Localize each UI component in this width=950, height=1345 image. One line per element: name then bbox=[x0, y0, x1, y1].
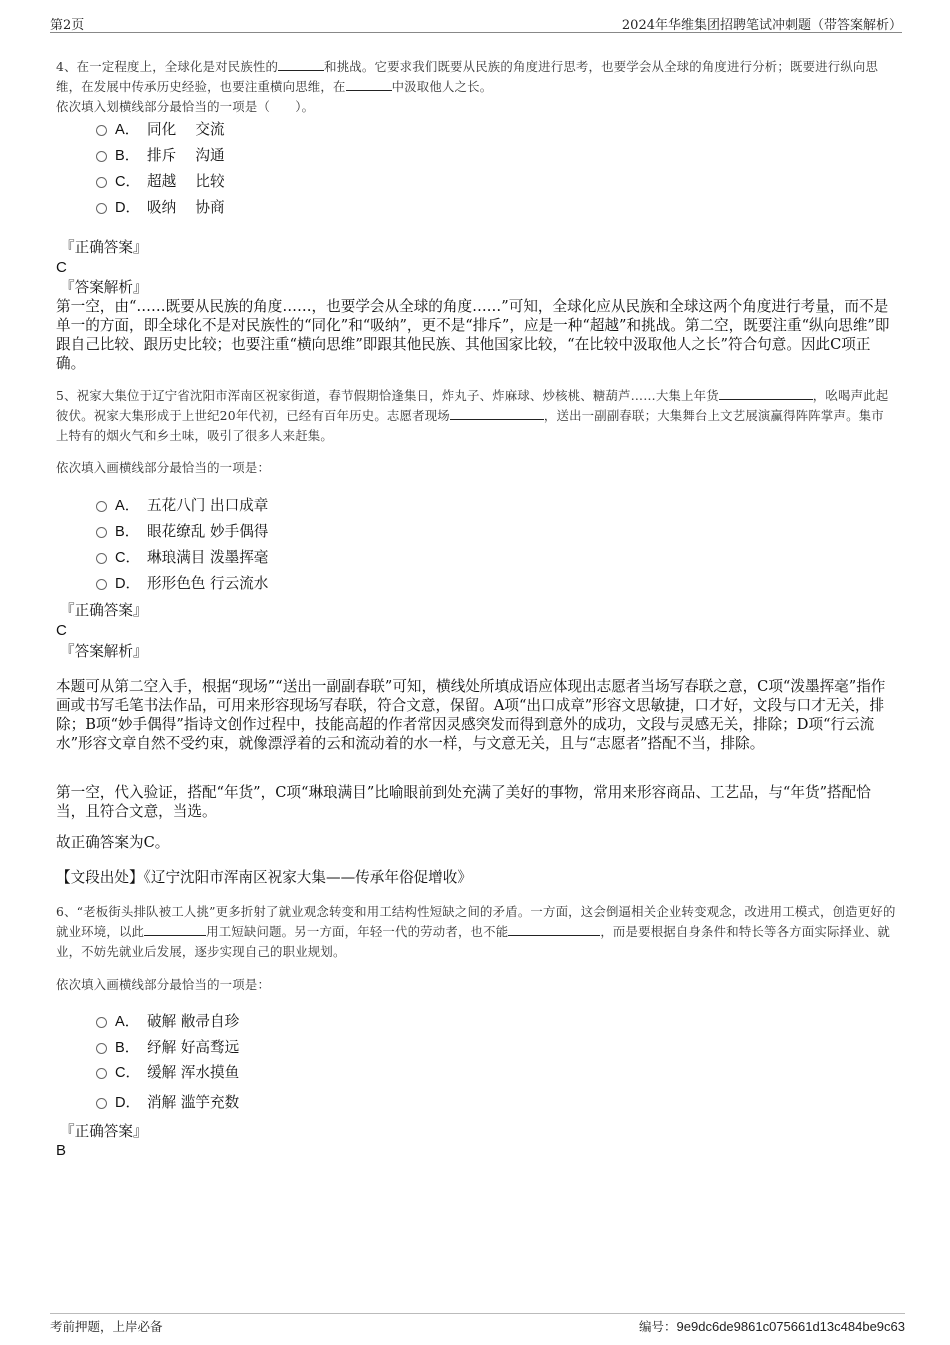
q4-option-c[interactable]: C． 超越 比较 bbox=[96, 172, 225, 192]
code-label: 编号： bbox=[639, 1319, 677, 1334]
radio-icon[interactable] bbox=[96, 1043, 107, 1054]
q5-prompt: 依次填入画横线部分最恰当的一项是： bbox=[56, 460, 271, 475]
q5-text-b: ，吆喝声此起彼伏。祝家大集形成于上世纪20年代初，已经有百年历史。志愿者现场 bbox=[56, 388, 889, 423]
q4-option-b[interactable]: B． 排斥 沟通 bbox=[96, 146, 225, 166]
q4-answer: C bbox=[56, 259, 67, 276]
question-4-stem bbox=[56, 57, 896, 117]
radio-icon[interactable] bbox=[96, 125, 107, 136]
q5-option-b[interactable]: B． 眼花缭乱 妙手偶得 bbox=[96, 522, 268, 542]
page-header bbox=[50, 14, 902, 33]
fill-blank bbox=[508, 925, 600, 936]
radio-icon[interactable] bbox=[96, 1098, 107, 1109]
q6-text-a: 6、“老板街头排队被工人挑”更多折射了就业观念转变和用工结构性短缺之间的矛盾。一方面，这会倒逼相关企业转变观念，改进用工模式，创造更好的就业环境，以此 bbox=[56, 904, 896, 939]
q4-text-b: 和挑战。它要求我们既要从民族的角度进行思考，也要学会从全球的角度进行分析；既要进行纵向思维，在发展中传承历史经验，也要注重横向思维，在 bbox=[56, 59, 879, 94]
document-code bbox=[639, 1317, 905, 1335]
radio-icon[interactable] bbox=[96, 151, 107, 162]
footer-slogan: 考前押题，上岸必备 bbox=[50, 1319, 163, 1334]
q5-text-c: ，送出一副副春联；大集舞台上文艺展演赢得阵阵掌声。集市上特有的烟火气和乡土味，吸引了很多人来赶集。 bbox=[56, 408, 884, 443]
q4-answer-label: 『正确答案』 bbox=[60, 239, 148, 256]
q5-option-d[interactable]: D． 形形色色 行云流水 bbox=[96, 574, 268, 594]
q5-source bbox=[56, 868, 896, 887]
q6-answer: B bbox=[56, 1142, 67, 1159]
radio-icon[interactable] bbox=[96, 501, 107, 512]
radio-icon[interactable] bbox=[96, 553, 107, 564]
q5-option-a[interactable]: A． 五花八门 出口成章 bbox=[96, 496, 268, 516]
q4-option-d[interactable]: D． 吸纳 协商 bbox=[96, 198, 225, 218]
q6-prompt: 依次填入画横线部分最恰当的一项是： bbox=[56, 977, 271, 992]
q5-analysis-paragraph-2: 第一空，代入验证，搭配“年货”，C项“琳琅满目”比喻眼前到处充满了美好的事物，常用来形容商品、工艺品，与“年货”搭配恰当，且符合文意，当选。 bbox=[56, 784, 871, 820]
question-6-stem bbox=[56, 902, 896, 962]
radio-icon[interactable] bbox=[96, 1017, 107, 1028]
fill-blank bbox=[450, 409, 544, 420]
q6-option-b[interactable]: B． 纾解 好高骛远 bbox=[96, 1038, 239, 1058]
q4-text-c: 中汲取他人之长。 bbox=[391, 79, 493, 94]
q5-analysis-paragraph-1: 本题可从第二空入手，根据“现场”“送出一副副春联”可知，横线处所填成语应体现出志愿者当场写春联之意，C项“泼墨挥毫”指作画或书写毛笔书法作品，可用来形容现场写春联，符合文意，保留。A项“出口成章”形容文思敏捷，口才好，文段与口才无关，排除；B项“妙手偶得”指诗文创作过程中，技能高超的作者常因灵感突发而得到意外的成功，文段与灵感无关，排除；D项“行云流水”形容文章自然不受约束，就像漂浮着的云和流动着的水一样，与文意无关，且与“志愿者”搭配不当，排除。 bbox=[56, 678, 886, 752]
q5-text-a: 5、祝家大集位于辽宁省沈阳市浑南区祝家街道，春节假期恰逢集日，炸丸子、炸麻球、炒核桃、糖葫芦……大集上年货 bbox=[56, 388, 719, 403]
q5-option-c[interactable]: C． 琳琅满目 泼墨挥毫 bbox=[96, 548, 268, 568]
q5-answer-label: 『正确答案』 bbox=[60, 602, 148, 619]
q5-source-title: 《辽宁沈阳市浑南区祝家大集——传承年俗促增收》 bbox=[143, 869, 472, 886]
radio-icon[interactable] bbox=[96, 527, 107, 538]
q6-answer-label: 『正确答案』 bbox=[60, 1123, 148, 1140]
fill-blank bbox=[346, 80, 392, 91]
radio-icon[interactable] bbox=[96, 203, 107, 214]
q4-prompt: 依次填入划横线部分最恰当的一项是（ ）。 bbox=[56, 99, 315, 114]
fill-blank bbox=[278, 60, 324, 71]
radio-icon[interactable] bbox=[96, 177, 107, 188]
q6-text-b: 用工短缺问题。另一方面，年轻一代的劳动者，也不能 bbox=[206, 924, 509, 939]
q6-text-c: ，而是要根据自身条件和特长等各方面实际择业、就业，不妨先就业后发展，逐步实现自己的职业规划。 bbox=[56, 924, 890, 959]
page-footer bbox=[50, 1313, 905, 1334]
q6-option-a[interactable]: A． 破解 敝帚自珍 bbox=[96, 1012, 239, 1032]
q4-analysis: 第一空，由“……既要从民族的角度……，也要学会从全球的角度……”可知，全球化应从民族和全球这两个角度进行考量，而不是单一的方面，即全球化不是对民族性的“同化”和“吸纳”，更不是“排斥”，应是一种“超越”和挑战。第二空，既要注重“纵向思维”即跟自己比较、跟历史比较；也要注重“横向思维”即跟其他民族、其他国家比较，“在比较中汲取他人之长”符合句意。因此C项正确。 bbox=[56, 298, 890, 372]
radio-icon[interactable] bbox=[96, 579, 107, 590]
fill-blank bbox=[144, 925, 206, 936]
q4-option-a[interactable]: A． 同化 交流 bbox=[96, 120, 225, 140]
q6-option-c[interactable]: C． 缓解 浑水摸鱼 bbox=[96, 1063, 239, 1083]
q5-analysis-label: 『答案解析』 bbox=[60, 643, 148, 660]
q5-source-label: 【文段出处】 bbox=[56, 869, 144, 886]
code-value: 9e9dc6de9861c075661d13c484be9c63 bbox=[676, 1319, 905, 1334]
document-title: 2024年华维集团招聘笔试冲刺题（带答案解析） bbox=[621, 18, 902, 33]
q4-text-a: 4、在一定程度上，全球化是对民族性的 bbox=[56, 59, 279, 74]
fill-blank bbox=[719, 389, 813, 400]
q5-analysis-paragraph-3: 故正确答案为C。 bbox=[56, 834, 170, 851]
page-number: 第2页 bbox=[50, 18, 85, 33]
q6-option-d[interactable]: D． 消解 滥竽充数 bbox=[96, 1093, 239, 1113]
q4-analysis-label: 『答案解析』 bbox=[60, 279, 148, 296]
q5-answer: C bbox=[56, 622, 67, 639]
radio-icon[interactable] bbox=[96, 1068, 107, 1079]
question-5-stem bbox=[56, 386, 896, 446]
